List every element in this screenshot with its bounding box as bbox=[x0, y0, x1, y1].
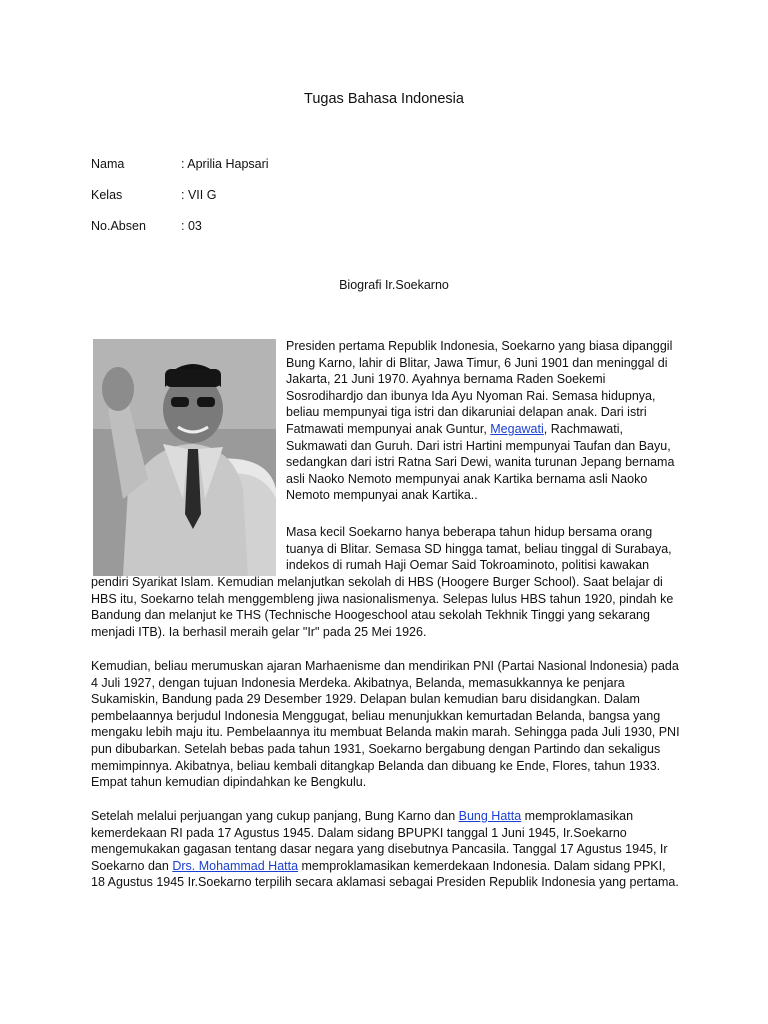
document-title: Tugas Bahasa Indonesia bbox=[304, 91, 464, 107]
paragraph-1-text-a: Presiden pertama Republik Indonesia, Soekarno yang biasa dipanggil Bung Karno, lahir di Blitar, Jawa Timur, 6 Juni 1901 dan meninggal di Jakarta, 21 Juni 1970. Ayahnya bernama Raden Soekemi Sosrodihardjo dan ibunya Ida Ayu Nyoman Rai. Semasa hidupnya, beliau mempunyai tiga istri dan dikaruniai delapan anak. Dari istri Fatmawati mempunyai anak Guntur, bbox=[286, 339, 673, 436]
soekarno-photo bbox=[93, 339, 276, 576]
paragraph-3: Kemudian, beliau merumuskan ajaran Marhaenisme dan mendirikan PNI (Partai Nasional lndonesia) pada 4 Juli 1927, dengan tujuan Indonesia Merdeka. Akibatnya, Belanda, memasukkannya ke penjara Sukamiskin, Bandung pada 29 Desember 1929. Delapan bulan kemudian baru disidangkan. Dalam pembelaannya berjudul Indonesia Menggugat, beliau menunjukkan kemurtadan Belanda, bangsa yang mengaku lebih maju itu. Pembelaannya itu membuat Belanda makin marah. Sehingga pada Juli 1930, PNI pun dibubarkan. Setelah bebas pada tahun 1931, Soekarno bergabung dengan Partindo dan sekaligus memimpinnya. Akibatnya, beliau kembali ditangkap Belanda dan dibuang ke Ende, Flores, tahun 1933. Empat tahun kemudian dipindahkan ke Bengkulu. bbox=[91, 659, 680, 790]
paragraph-1 bbox=[286, 338, 686, 504]
paragraph-4-text-a: Setelah melalui perjuangan yang cukup panjang, Bung Karno dan bbox=[91, 809, 459, 823]
student-number-value: : 03 bbox=[181, 219, 202, 233]
paragraph-2-top: Masa kecil Soekarno hanya beberapa tahun hidup bersama orang tuanya di Blitar. Semasa SD hingga tamat, beliau tinggal di Surabaya, indekos di rumah Haji Oemar Said Tokroaminoto, politisi kawakan bbox=[286, 525, 672, 573]
paragraph-4 bbox=[91, 808, 681, 891]
student-class-value: : VII G bbox=[181, 188, 217, 202]
mohammad-hatta-link[interactable]: Drs. Mohammad Hatta bbox=[172, 858, 299, 873]
paragraph-4-text-c: memproklamasikan kemerdekaan Indonesia. Dalam sidang PPKI, 18 Agustus 1945 Ir.Soekarno terpilih secara aklamasi sebagai Presiden Republik Indonesia yang pertama. bbox=[91, 858, 679, 890]
paragraph-2-bottom: pendiri Syarikat Islam. Kemudian melanjutkan sekolah di HBS (Hoogere Burger School). Saat belajar di HBS itu, Soekarno telah menggembleng jiwa nasionalismenya. Selepas lulus HBS tahun 1920, pindah ke Bandung dan melanjut ke THS (Technische Hoogeschool atau sekolah Tekhnik Tinggi yang sekarang menjadi ITB). Ia berhasil meraih gelar "Ir" pada 25 Mei 1926. bbox=[91, 575, 674, 639]
paragraph-4-text-b: memproklamasikan kemerdekaan RI pada 17 Agustus 1945. Dalam sidang BPUPKI tanggal 1 Juni 1945, Ir.Soekarno mengemukakan gagasan tentang dasar negara yang disebutnya Pancasila. Tanggal 17 Agustus 1945, Ir Soekarno dan bbox=[91, 809, 668, 873]
student-name-value: : Aprilia Hapsari bbox=[181, 157, 269, 171]
student-name-label: Nama bbox=[91, 157, 125, 171]
biography-subtitle: Biografi Ir.Soekarno bbox=[339, 278, 449, 292]
paragraph-1-text-b: , Rachmawati, Sukmawati dan Guruh. Dari istri Hartini mempunyai Taufan dan Bayu, sedangkan dari istri Ratna Sari Dewi, wanita turunan Jepang bernama asli Naoko Nemoto mempunyai anak Kartika bernama asli Naoko Nemoto mempunyai anak Kartika.. bbox=[286, 421, 675, 503]
student-class-label: Kelas bbox=[91, 188, 123, 202]
bung-hatta-link[interactable]: Bung Hatta bbox=[458, 809, 522, 823]
student-number-label: No.Absen bbox=[91, 219, 146, 233]
megawati-link[interactable]: Megawati bbox=[490, 421, 544, 436]
